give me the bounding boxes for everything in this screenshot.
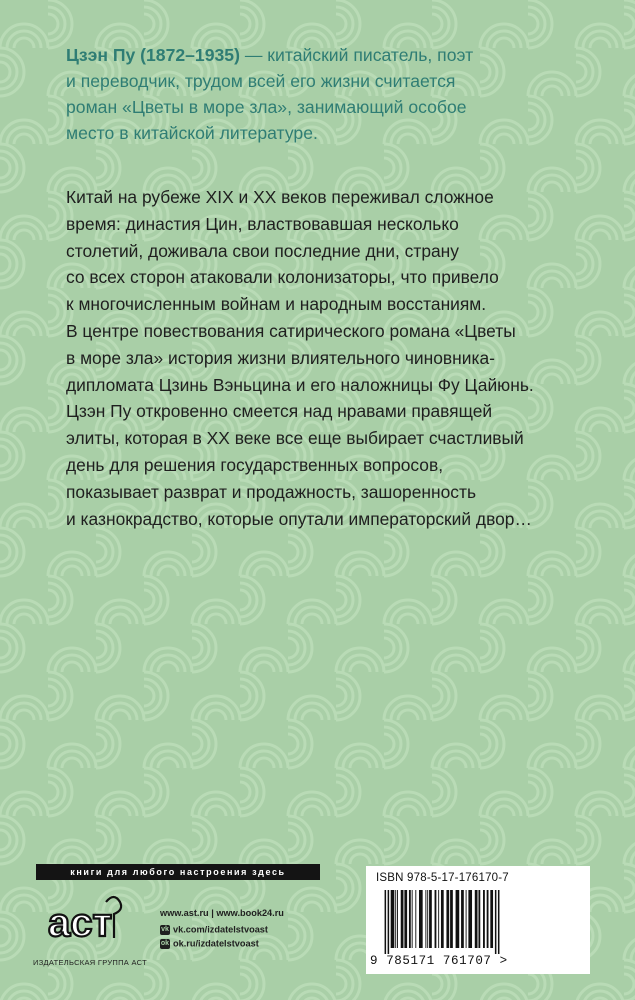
logo-text: аст xyxy=(48,901,113,945)
barcode-bar xyxy=(409,890,411,948)
social-link-vk[interactable] xyxy=(160,924,268,935)
website-links[interactable]: www.ast.ru | www.book24.ru xyxy=(160,908,284,918)
barcode-bar xyxy=(475,890,478,948)
barcode-icon xyxy=(380,890,572,954)
barcode-bar xyxy=(419,890,423,948)
barcode-bar xyxy=(461,890,464,948)
barcode-bar xyxy=(487,890,489,948)
author-name: Цзэн Пу (1872–1935) xyxy=(66,45,240,65)
barcode-digits: 9 785171 761707 > xyxy=(370,954,508,968)
barcode-bar xyxy=(425,890,426,948)
intro-text-3: роман «Цветы в море зла», занимающий особое xyxy=(66,97,467,117)
barcode-bar xyxy=(478,890,480,948)
barcode-bar xyxy=(446,890,449,948)
barcode-guard-bar xyxy=(498,890,500,954)
description-line: время: династия Цин, властвовавшая несколько xyxy=(66,213,459,234)
barcode-guard-bar xyxy=(385,890,387,954)
description-line: со всех сторон атаковали колонизаторы, что привело xyxy=(66,267,499,288)
description-line: и казнокрадство, которые опутали императорский двор… xyxy=(66,508,532,529)
barcode-bar xyxy=(401,890,404,948)
barcode-bar xyxy=(412,890,413,948)
description-line: элиты, которая в XX веке все еще выбирает счастливый xyxy=(66,428,524,449)
description-line: Китай на рубеже XIX и XX веков переживал сложное xyxy=(66,187,494,207)
barcode-bar xyxy=(466,890,467,948)
barcode-bar xyxy=(456,890,460,948)
intro-text-2: и переводчик, трудом всей его жизни считается xyxy=(66,71,456,91)
barcode-bar xyxy=(397,890,398,948)
publisher-caption: ИЗДАТЕЛЬСКАЯ ГРУППА АСТ xyxy=(33,958,147,967)
barcode-guard-bar xyxy=(495,890,497,954)
barcode-bar xyxy=(441,890,444,948)
intro-text-4: место в китайской литературе. xyxy=(66,123,318,143)
barcode-bar xyxy=(429,890,432,948)
social-link-ok[interactable] xyxy=(160,938,259,949)
barcode-bar xyxy=(438,890,439,948)
barcode-bar xyxy=(427,890,428,948)
barcode-bar xyxy=(391,890,395,948)
ok-icon: ok xyxy=(160,939,170,947)
book-description xyxy=(66,184,586,532)
description-line: к многочисленным войнам и народным восстаниям. xyxy=(66,294,487,315)
author-intro xyxy=(66,42,546,146)
barcode-bar xyxy=(490,890,493,948)
description-line: показывает разврат и продажность, зашоренность xyxy=(66,481,477,502)
description-line: в море зла» история жизни влиятельного чиновника- xyxy=(66,347,495,368)
barcode-bar xyxy=(415,890,416,948)
description-line: столетий, доживала свои последние дни, страну xyxy=(66,240,459,261)
vk-icon: vk xyxy=(161,925,169,933)
isbn-label: ISBN 978-5-17-176170-7 xyxy=(376,872,509,884)
ast-logo-icon xyxy=(36,888,132,948)
isbn-barcode-box xyxy=(366,866,590,974)
description-line: день для решения государственных вопросов, xyxy=(66,454,444,475)
barcode-bar xyxy=(395,890,396,948)
description-line: дипломата Цзинь Вэньцина и его наложницы Фу Цайюнь. xyxy=(66,374,534,395)
barcode-bar xyxy=(404,890,407,948)
barcode-bar xyxy=(435,890,437,948)
barcode-bar xyxy=(468,890,472,948)
vk-link-text: vk.com/izdatelstvoast xyxy=(173,924,268,935)
barcode-bar xyxy=(483,890,485,948)
description-line: В центре повествования сатирического романа «Цветы xyxy=(66,320,516,341)
tagline-bar: книги для любого настроения здесь xyxy=(36,864,320,880)
barcode-bar xyxy=(450,890,453,948)
intro-text-1: — китайский писатель, поэт xyxy=(239,45,474,65)
barcode-guard-bar xyxy=(388,890,390,954)
description-line: Цзэн Пу откровенно смеется над нравами правящей xyxy=(66,401,493,422)
ok-link-text: ok.ru/izdatelstvoast xyxy=(173,938,259,949)
